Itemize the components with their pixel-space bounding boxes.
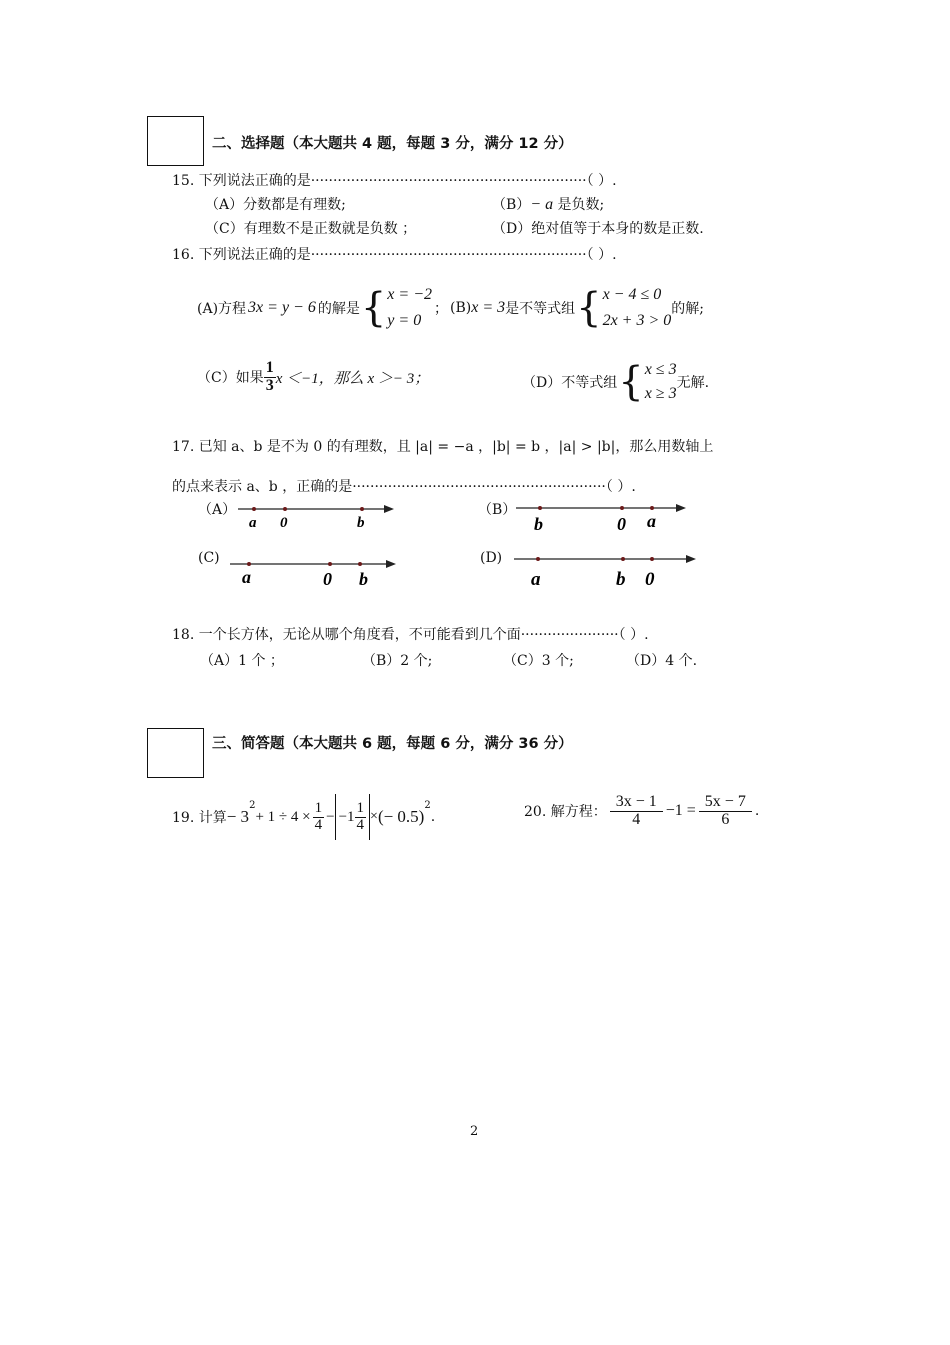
q19-term-b: + 1 ÷ 4 × [255,808,311,825]
q20-mid: −1 = [665,802,696,820]
q20-fraction-1-den: 4 [632,810,641,828]
q19-fraction-2-num: 1 [356,799,365,816]
brace-icon: { [576,285,602,331]
q15-option-b-prefix: （B） [492,197,531,213]
q19-fraction-2 [355,801,367,834]
q20-fraction-2-den: 6 [721,810,730,828]
q17-option-b-number-line [510,500,690,536]
q19-term-a: − 3 [226,807,250,826]
q18-option-d: （D）4 个. [626,653,698,669]
q19-exponent-a: 2 [249,800,256,811]
q15-option-b [492,194,604,214]
q17-c-point-2: 0 [323,569,332,589]
q20-equation [524,794,759,829]
q15-option-b-suffix: 是负数; [553,197,605,213]
q20-end: . [754,803,760,820]
q20-prefix: 20. 解方程： [524,804,607,821]
q20-fraction-2-num: 5x − 7 [699,794,752,812]
q15-option-c: （C）有理数不是正数就是负数 ； [205,221,417,237]
q17-a-point-2: 0 [280,515,288,531]
q17-d-point-3: 0 [645,569,655,590]
page-number: 2 [470,1124,479,1139]
q19-fraction-1-den: 4 [314,816,323,833]
q16-b-system [603,282,672,334]
q17-option-b-label: （B） [478,502,517,518]
q16-b-prefix: (B) [450,300,472,316]
q15-stem: 15. 下列说法正确的是······························································（ ）. [172,173,617,189]
q17-option-a-label: （A） [198,502,237,518]
q17-d-point-1: a [531,569,541,590]
q18-option-b: （B）2 个; [362,653,433,669]
q19-expression [172,794,435,840]
q20-fraction-2 [699,794,752,829]
q19-minus: − [326,808,335,825]
q16-a-equation: 3x = y − 6 [248,299,316,316]
q17-a-point-3: b [357,515,365,531]
q20-fraction-1 [610,794,663,829]
q16-a-system [387,282,432,334]
q19-fraction-1-num: 1 [314,799,323,816]
q17-option-d-number-line [510,550,700,590]
q17-line2: 的点来表示 a、b ，正确的是·························································（ ）. [172,479,636,495]
q18-option-c: （C）3 个; [503,653,574,669]
q17-option-a-number-line [232,500,397,532]
q17-option-c-number-line [226,554,401,590]
q16-c-rest: x ＜−1，那么 x ＞− 3； [275,370,430,387]
q15-option-b-math: − a [530,196,554,213]
q18-option-a: （A）1 个 ； [200,653,284,669]
q16-option-a [197,282,704,334]
q16-stem: 16. 下列说法正确的是······························································（ ）. [172,247,617,263]
q17-c-point-1: a [242,567,251,587]
q19-abs-integer: −1 [338,808,355,825]
q19-times: × [370,809,378,824]
score-box-section3 [147,728,204,778]
q17-b-point-2: 0 [617,514,626,534]
q18-stem: 18. 一个长方体，无论从哪个角度看，不可能看到几个面······················（ ）. [172,627,649,643]
q17-a-point-1: a [249,515,257,531]
q17-b-point-1: b [534,514,543,534]
q19-fraction-2-den: 4 [356,816,365,833]
section2-title: 二、选择题（本大题共 4 题，每题 3 分，满分 12 分） [212,136,573,152]
section3-title: 三、简答题（本大题共 6 题，每题 6 分，满分 36 分） [212,736,573,752]
brace-icon: { [618,359,644,405]
q16-b-suffix: 的解; [671,301,704,317]
score-box-section2 [147,116,204,166]
q17-d-point-2: b [616,569,626,590]
q17-option-c-label: (C) [198,550,220,566]
q19-prefix: 19. 计算 [172,810,227,826]
q19-absolute-value [335,794,370,840]
q16-c-fraction-den: 3 [265,376,274,394]
q16-d-system-line1: x ≤ 3 [644,361,677,378]
brace-icon: { [360,285,387,331]
q16-a-mid: 的解是 [317,301,360,317]
q16-b-system-line1: x − 4 ≤ 0 [602,286,662,303]
q16-c-fraction-num: 1 [265,359,274,376]
q16-c-fraction [264,360,276,395]
q17-option-d-label: (D) [480,550,503,566]
q17-c-point-3: b [359,569,368,589]
q16-c-prefix: （C）如果 [197,370,264,387]
q16-d-system [645,358,677,406]
q17-b-point-3: a [647,511,656,531]
q19-end: . [430,809,436,825]
q16-a-system-line1: x = −2 [387,286,432,303]
q16-b-system-line2: 2x + 3 > 0 [602,312,672,329]
q19-exponent-b: 2 [424,800,431,811]
q16-d-system-line2: x ≥ 3 [644,385,677,402]
q16-a-prefix: (A)方程 [197,301,247,317]
q16-separator: ； [434,301,448,317]
q16-option-d [522,358,709,406]
q15-option-d: （D）绝对值等于本身的数是正数. [492,221,704,237]
q17-line1: 17. 已知 a、b 是不为 0 的有理数，且 |a| = −a ，|b| = b ，|a| > |b|，那么用数轴上 [172,439,714,455]
q15-option-a: （A）分数都是有理数; [205,197,346,213]
q16-b-equation: x = 3 [471,299,506,316]
q20-fraction-1-num: 3x − 1 [610,794,663,812]
q16-option-c [197,360,429,395]
q16-a-system-line2: y = 0 [387,312,422,329]
q16-d-prefix: （D）不等式组 [522,375,618,391]
q16-d-suffix: 无解. [676,375,710,391]
q19-fraction-1 [313,801,325,834]
q16-b-mid: 是不等式组 [505,301,576,317]
q19-parenthesis: (− 0.5) [377,807,425,826]
